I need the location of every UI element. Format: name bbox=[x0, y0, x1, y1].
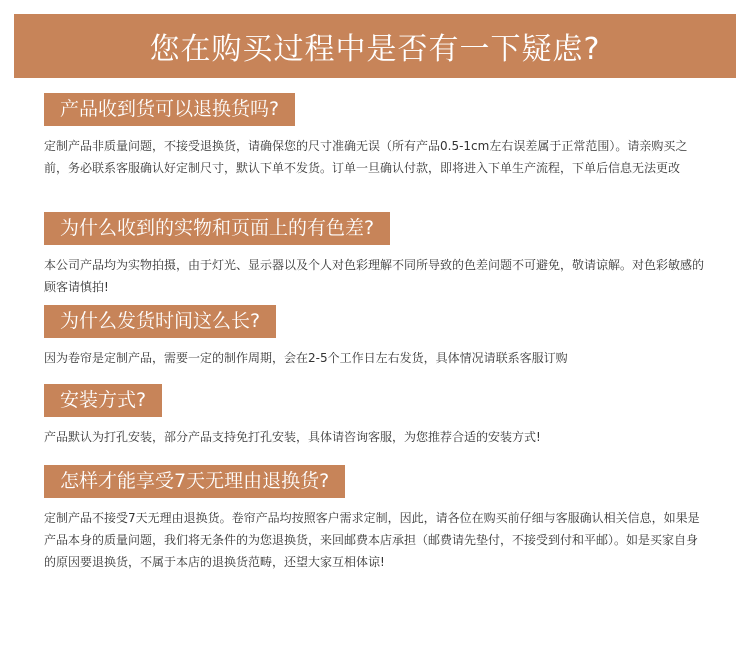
faq-question: 产品收到货可以退换货吗? bbox=[44, 93, 295, 126]
faq-answer: 定制产品不接受7天无理由退换货。卷帘产品均按照客户需求定制，因此，请各位在购买前仔细与客服确认相关信息，如果是产品本身的质量问题，我们将无条件的为您退换货，来回邮费本店承担（邮费请先垫付，不接受到付和平邮）。如是买家自身的原因要退换货，不属于本店的退换货范畴，还望大家互相体谅! bbox=[44, 511, 700, 569]
faq-item-installation bbox=[44, 384, 704, 448]
faq-question: 安装方式? bbox=[44, 384, 162, 417]
faq-answer: 定制产品非质量问题，不接受退换货，请确保您的尺寸准确无误（所有产品0.5-1cm左右误差属于正常范围）。请亲购买之前，务必联系客服确认好定制尺寸，默认下单不发货。订单一旦确认付款，即将进入下单生产流程，下单后信息无法更改 bbox=[44, 139, 688, 175]
faq-answer: 因为卷帘是定制产品，需要一定的制作周期，会在2-5个工作日左右发货，具体情况请联系客服订购 bbox=[44, 351, 568, 365]
faq-question: 为什么收到的实物和页面上的有色差? bbox=[44, 212, 390, 245]
faq-item-color-difference bbox=[44, 212, 704, 298]
faq-question: 怎样才能享受7天无理由退换货? bbox=[44, 465, 345, 498]
faq-answer: 本公司产品均为实物拍摄，由于灯光、显示器以及个人对色彩理解不同所导致的色差问题不可避免，敬请谅解。对色彩敏感的顾客请慎拍! bbox=[44, 258, 705, 294]
header-banner bbox=[14, 14, 736, 78]
faq-answer: 产品默认为打孔安装，部分产品支持免打孔安装，具体请咨询客服，为您推荐合适的安装方式! bbox=[44, 430, 541, 444]
faq-item-return bbox=[44, 93, 704, 179]
page-title: 您在购买过程中是否有一下疑虑? bbox=[149, 32, 601, 67]
faq-item-shipping-time bbox=[44, 305, 704, 369]
faq-item-seven-day-return bbox=[44, 465, 704, 573]
faq-question: 为什么发货时间这么长? bbox=[44, 305, 276, 338]
